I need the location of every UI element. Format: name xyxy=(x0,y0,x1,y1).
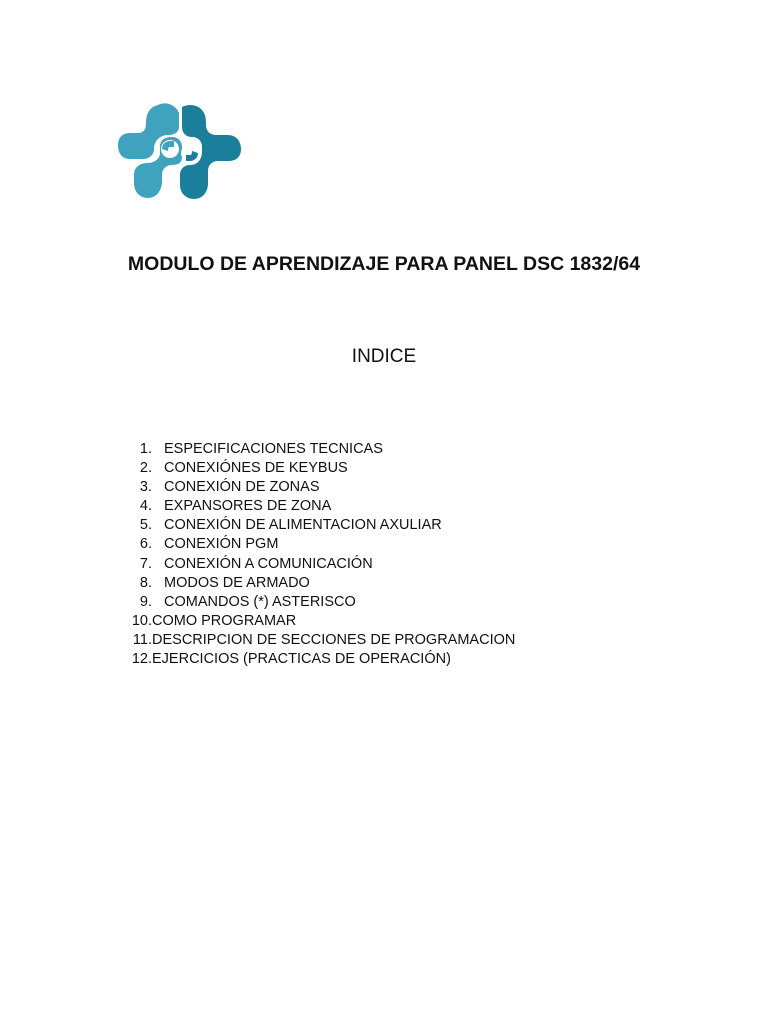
toc-item xyxy=(124,478,515,497)
toc-item-label: CONEXIÓN A COMUNICACIÓN xyxy=(164,555,373,572)
toc-item-label: COMO PROGRAMAR xyxy=(152,612,297,629)
toc-item-label: ESPECIFICACIONES TECNICAS xyxy=(164,441,383,457)
toc-item-number: 11. xyxy=(132,631,152,648)
toc-item-number: 3. xyxy=(139,479,152,496)
toc-item-label: CONEXIÓN DE ZONAS xyxy=(164,479,320,496)
toc-item-label: CONEXIÓN PGM xyxy=(164,536,279,553)
toc-item-number: 6. xyxy=(139,536,152,553)
index-heading: INDICE xyxy=(351,346,417,367)
toc-item-label: DESCRIPCION DE SECCIONES DE PROGRAMACION xyxy=(152,631,516,648)
toc-item xyxy=(124,535,515,554)
toc-item-label: EJERCICIOS (PRACTICAS DE OPERACIÓN) xyxy=(152,651,451,668)
toc-item xyxy=(124,574,515,593)
toc-item xyxy=(124,650,515,669)
toc-item-number: 4. xyxy=(139,498,152,515)
toc-item-number: 8. xyxy=(139,574,152,591)
toc-item-label: MODOS DE ARMADO xyxy=(164,574,310,591)
toc-item xyxy=(124,612,515,631)
table-of-contents xyxy=(124,440,515,669)
toc-item-number: 2. xyxy=(139,460,152,477)
toc-item-number: 7. xyxy=(139,555,152,572)
toc-item xyxy=(124,459,515,478)
toc-item xyxy=(124,555,515,574)
company-logo-icon xyxy=(118,103,242,199)
toc-item-number: 10. xyxy=(131,612,152,629)
toc-item xyxy=(124,497,515,516)
toc-item xyxy=(124,516,515,535)
toc-item-label: CONEXIÓN DE ALIMENTACION AXULIAR xyxy=(164,517,442,534)
toc-item-number: 9. xyxy=(139,593,152,610)
document-title: MODULO DE APRENDIZAJE PARA PANEL DSC 1832/64 xyxy=(127,253,641,275)
toc-item-number: 12. xyxy=(131,651,152,668)
toc-item-number: 5. xyxy=(139,517,152,534)
toc-item xyxy=(124,440,515,459)
toc-item-number: 1. xyxy=(139,441,152,457)
toc-item-label: EXPANSORES DE ZONA xyxy=(164,498,332,515)
toc-item xyxy=(124,631,515,650)
toc-item-label: COMANDOS (*) ASTERISCO xyxy=(164,593,356,610)
toc-item-label: CONEXIÓNES DE KEYBUS xyxy=(164,460,348,477)
toc-item xyxy=(124,593,515,612)
